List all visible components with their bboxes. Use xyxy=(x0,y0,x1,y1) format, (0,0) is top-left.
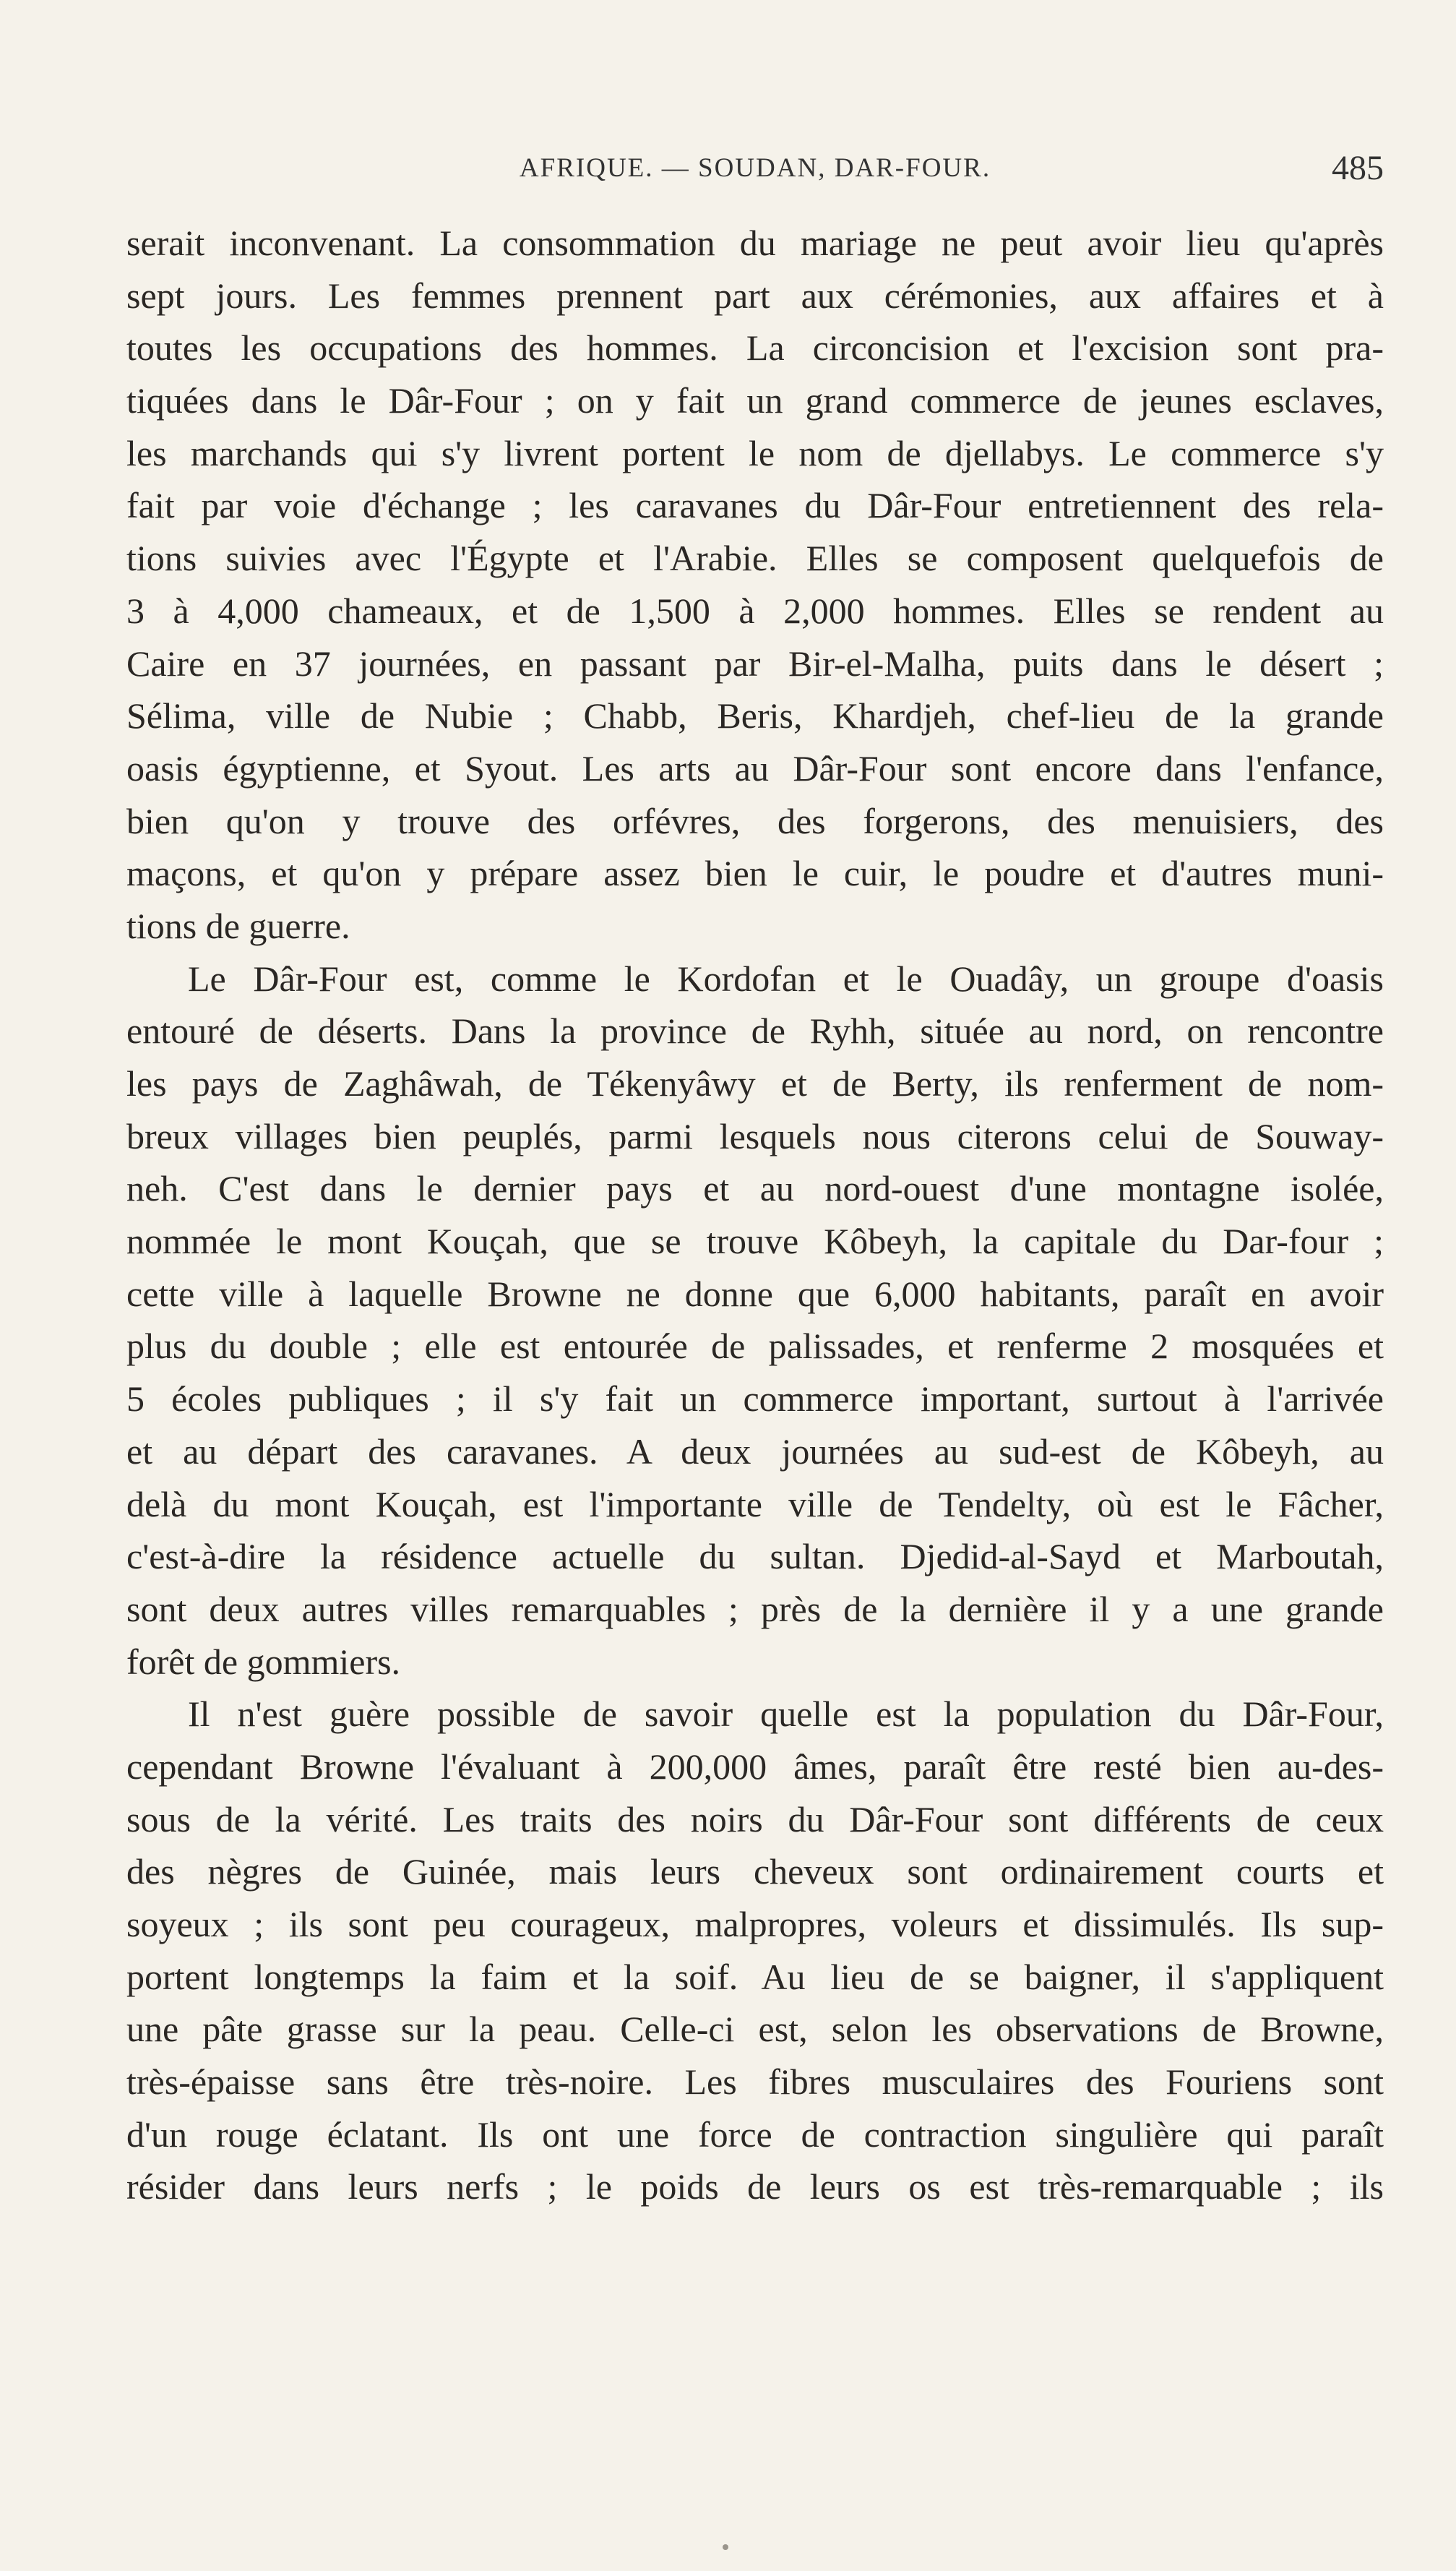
text-line: serait inconvenant. La consommation du mariage ne peut avoir lieu qu'après xyxy=(126,223,1384,263)
text-line: entouré de déserts. Dans la province de Ryhh, située au nord, on rencontre xyxy=(126,1010,1384,1052)
text-line: les pays de Zaghâwah, de Tékenyâwy et de Berty, ils renferment de nom- xyxy=(126,1063,1384,1104)
text-line: Le Dâr-Four est, comme le Kordofan et le Ouadây, un groupe d'oasis xyxy=(188,958,1384,999)
text-line: cette ville à laquelle Browne ne donne que 6,000 habitants, paraît en avoir xyxy=(126,1273,1384,1314)
text-line: cependant Browne l'évaluant à 200,000 âmes, paraît être resté bien au-des- xyxy=(126,1746,1384,1787)
text-line: plus du double ; elle est entourée de palissades, et renferme 2 mosquées et xyxy=(126,1326,1384,1367)
text-line: maçons, et qu'on y prépare assez bien le cuir, le poudre et d'autres muni- xyxy=(126,853,1384,894)
text-line: Sélima, ville de Nubie ; Chabb, Beris, Khardjeh, chef-lieu de la grande xyxy=(126,695,1384,737)
text-line: résider dans leurs nerfs ; le poids de leurs os est très-remarquable ; ils xyxy=(126,2166,1384,2207)
page-number: 485 xyxy=(1332,149,1384,187)
text-line: breux villages bien peuplés, parmi lesquels nous citerons celui de Souway- xyxy=(126,1115,1384,1156)
body-text xyxy=(126,217,1384,2213)
text-line: et au départ des caravanes. A deux journées au sud-est de Kôbeyh, au xyxy=(126,1430,1384,1472)
running-head xyxy=(126,148,1384,192)
text-line: les marchands qui s'y livrent portent le nom de djellabys. Le commerce s'y xyxy=(126,432,1384,473)
text-line: fait par voie d'échange ; les caravanes du Dâr-Four entretiennent des rela- xyxy=(126,485,1384,526)
text-line: sept jours. Les femmes prennent part aux cérémonies, aux affaires et à xyxy=(126,275,1384,316)
text-line: oasis égyptienne, et Syout. Les arts au Dâr-Four sont encore dans l'enfance, xyxy=(126,747,1384,789)
text-line: tions de guerre. xyxy=(126,905,350,946)
text-line: d'un rouge éclatant. Ils ont une force de contraction singulière qui paraît xyxy=(126,2113,1384,2155)
text-line: des nègres de Guinée, mais leurs cheveux sont ordinairement courts et xyxy=(126,1851,1384,1892)
text-line: delà du mont Kouçah, est l'importante ville de Tendelty, où est le Fâcher, xyxy=(126,1483,1384,1524)
print-speck xyxy=(723,2544,728,2550)
text-line: toutes les occupations des hommes. La circoncision et l'excision sont pra- xyxy=(126,327,1384,369)
text-line: portent longtemps la faim et la soif. Au lieu de se baigner, il s'appliquent xyxy=(126,1956,1384,1997)
running-title: AFRIQUE. — SOUDAN, DAR-FOUR. xyxy=(519,153,991,183)
text-line: tions suivies avec l'Égypte et l'Arabie. Elles se composent quelquefois de xyxy=(126,538,1384,579)
text-line: nommée le mont Kouçah, que se trouve Kôbeyh, la capitale du Dar-four ; xyxy=(126,1221,1384,1262)
text-line: forêt de gommiers. xyxy=(126,1641,401,1682)
text-line: bien qu'on y trouve des orfévres, des forgerons, des menuisiers, des xyxy=(126,800,1384,841)
text-line: très-épaisse sans être très-noire. Les fibres musculaires des Fouriens sont xyxy=(126,2061,1384,2103)
text-line: Il n'est guère possible de savoir quelle est la population du Dâr-Four, xyxy=(188,1694,1384,1735)
text-line: sous de la vérité. Les traits des noirs du Dâr-Four sont différents de ceux xyxy=(126,1798,1384,1840)
text-line: sont deux autres villes remarquables ; près de la dernière il y a une grande xyxy=(126,1588,1384,1629)
text-line: neh. C'est dans le dernier pays et au nord-ouest d'une montagne isolée, xyxy=(126,1168,1384,1209)
text-line: 5 écoles publiques ; il s'y fait un commerce important, surtout à l'arrivée xyxy=(126,1378,1384,1420)
text-line: tiquées dans le Dâr-Four ; on y fait un grand commerce de jeunes esclaves, xyxy=(126,380,1384,421)
text-line: Caire en 37 journées, en passant par Bir-el-Malha, puits dans le désert ; xyxy=(126,643,1384,684)
text-line: soyeux ; ils sont peu courageux, malpropres, voleurs et dissimulés. Ils sup- xyxy=(126,1904,1384,1944)
text-line: une pâte grasse sur la peau. Celle-ci est, selon les observations de Browne, xyxy=(126,2009,1384,2050)
text-line: 3 à 4,000 chameaux, et de 1,500 à 2,000 hommes. Elles se rendent au xyxy=(126,590,1384,631)
text-line: c'est-à-dire la résidence actuelle du sultan. Djedid-al-Sayd et Marboutah, xyxy=(126,1536,1384,1577)
